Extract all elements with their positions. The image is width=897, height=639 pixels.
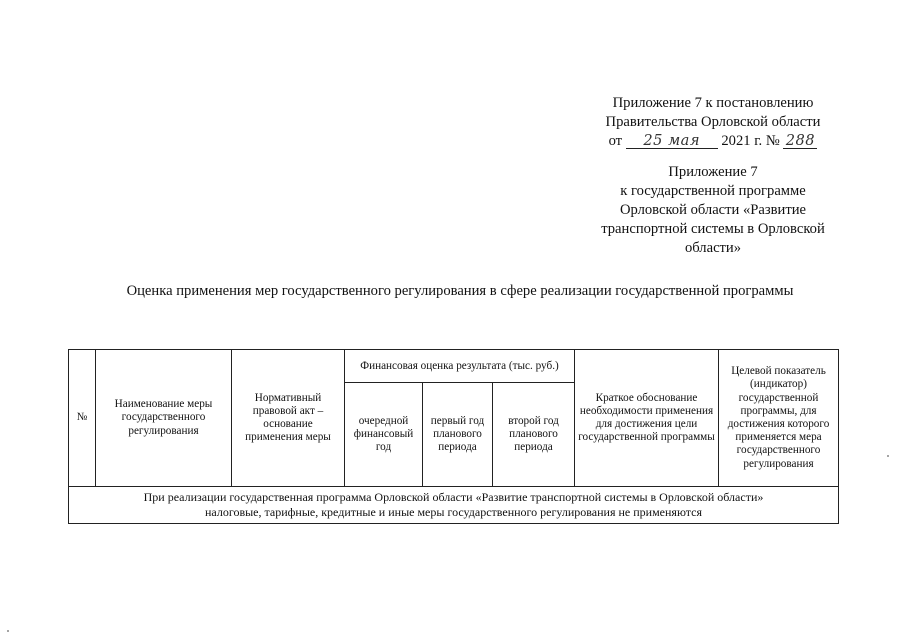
appendix-main-block — [578, 94, 848, 151]
header-first-planning-year: первый год планового периода — [423, 383, 493, 487]
table-note-cell — [69, 487, 839, 524]
header-financial-assessment: Финансовая оценка результата (тыс. руб.) — [345, 350, 575, 383]
header-number: № — [69, 350, 96, 487]
header-measure-name: Наименование меры государственного регулирования — [96, 350, 232, 487]
header-next-fiscal-year: очередной финансовый год — [345, 383, 423, 487]
appendix-main-line2: Правительства Орловской области — [605, 114, 821, 130]
table-row — [69, 487, 839, 524]
header-second-planning-year: второй год планового периода — [493, 383, 575, 487]
document-title: Оценка применения мер государственного регулирования в сфере реализации государственной программы — [126, 283, 794, 299]
appendix-main-date-line — [578, 132, 848, 151]
appendix-program-line1: Приложение 7 — [668, 164, 758, 180]
table-note-line2: налоговые, тарифные, кредитные и иные меры государственного регулирования не применяются — [204, 505, 702, 519]
year-text: 2021 г. № — [721, 133, 780, 149]
appendix-program-line2: к государственной программе — [620, 183, 806, 199]
appendix-program-line5: области» — [684, 240, 742, 256]
handwritten-date: 25 мая — [626, 133, 718, 149]
appendix-program-line4: транспортной системы в Орловской — [601, 221, 825, 237]
regulation-measures-table — [68, 349, 839, 524]
table-note-line1: При реализации государственная программа Орловской области «Развитие транспортной системы в Орловской области» — [143, 490, 764, 504]
scan-speck — [887, 455, 889, 457]
date-prefix: от — [608, 133, 623, 149]
appendix-program-block — [578, 163, 848, 258]
handwritten-number: 288 — [783, 133, 817, 149]
header-legal-act: Нормативный правовой акт – основание применения меры — [232, 350, 345, 487]
scan-speck — [7, 630, 9, 632]
appendix-main-line1: Приложение 7 к постановлению — [612, 95, 814, 111]
header-justification: Краткое обоснование необходимости применения для достижения цели государственной программы — [575, 350, 719, 487]
header-target-indicator: Целевой показатель (индикатор) государственной программы, для достижения которого применяется мера государственного регулирования — [719, 350, 839, 487]
table-header-row-1 — [69, 350, 839, 383]
appendix-program-line3: Орловской области «Развитие — [619, 202, 807, 218]
